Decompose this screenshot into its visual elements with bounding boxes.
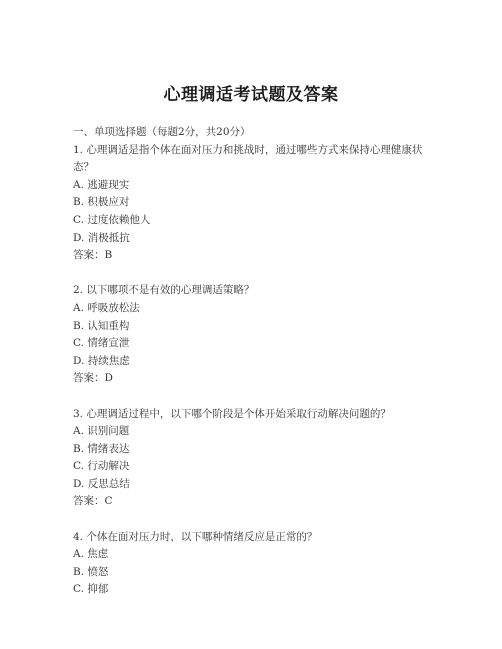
option-a: A. 识别问题 [73, 425, 130, 438]
question-text: 1. 心理调适是指个体在面对压力和挑战时，通过哪些方式来保持心理健康状态？ [73, 143, 423, 174]
option-a: A. 逃避现实 [73, 178, 130, 191]
question-block-1 [73, 142, 433, 265]
question-text: 3. 心理调适过程中，以下哪个阶段是个体开始采取行动解决问题的？ [73, 407, 391, 420]
option-c: C. 抑郁 [73, 583, 109, 596]
option-b: B. 积极应对 [73, 196, 130, 209]
option-d: D. 反思总结 [73, 477, 130, 490]
option-c: C. 过度依赖他人 [73, 213, 151, 226]
option-d: D. 消极抵抗 [73, 231, 130, 244]
option-b: B. 情绪表达 [73, 442, 130, 455]
answer-text: 答案：D [73, 372, 113, 385]
answer-text: 答案：C [73, 495, 113, 508]
page-title: 心理调适考试题及答案 [163, 85, 339, 105]
option-c: C. 行动解决 [73, 460, 130, 473]
question-block-2 [73, 282, 433, 388]
spacer [73, 388, 433, 406]
option-b: B. 愤怒 [73, 565, 109, 578]
option-a: A. 焦虑 [73, 548, 109, 561]
option-a: A. 呼吸放松法 [73, 301, 140, 314]
question-text: 2. 以下哪项不是有效的心理调适策略？ [73, 284, 255, 297]
option-b: B. 认知重构 [73, 319, 130, 332]
option-d: D. 持续焦虑 [73, 354, 130, 367]
question-block-3 [73, 406, 433, 512]
document-body [73, 124, 433, 599]
question-block-4 [73, 529, 433, 599]
question-text: 4. 个体在面对压力时，以下哪种情绪反应是正常的？ [73, 530, 318, 543]
spacer [73, 511, 433, 529]
option-c: C. 情绪宣泄 [73, 337, 130, 350]
spacer [73, 265, 433, 283]
answer-text: 答案：B [73, 249, 113, 262]
section-heading: 一、单项选择题（每题2分，共20分） [73, 126, 251, 138]
